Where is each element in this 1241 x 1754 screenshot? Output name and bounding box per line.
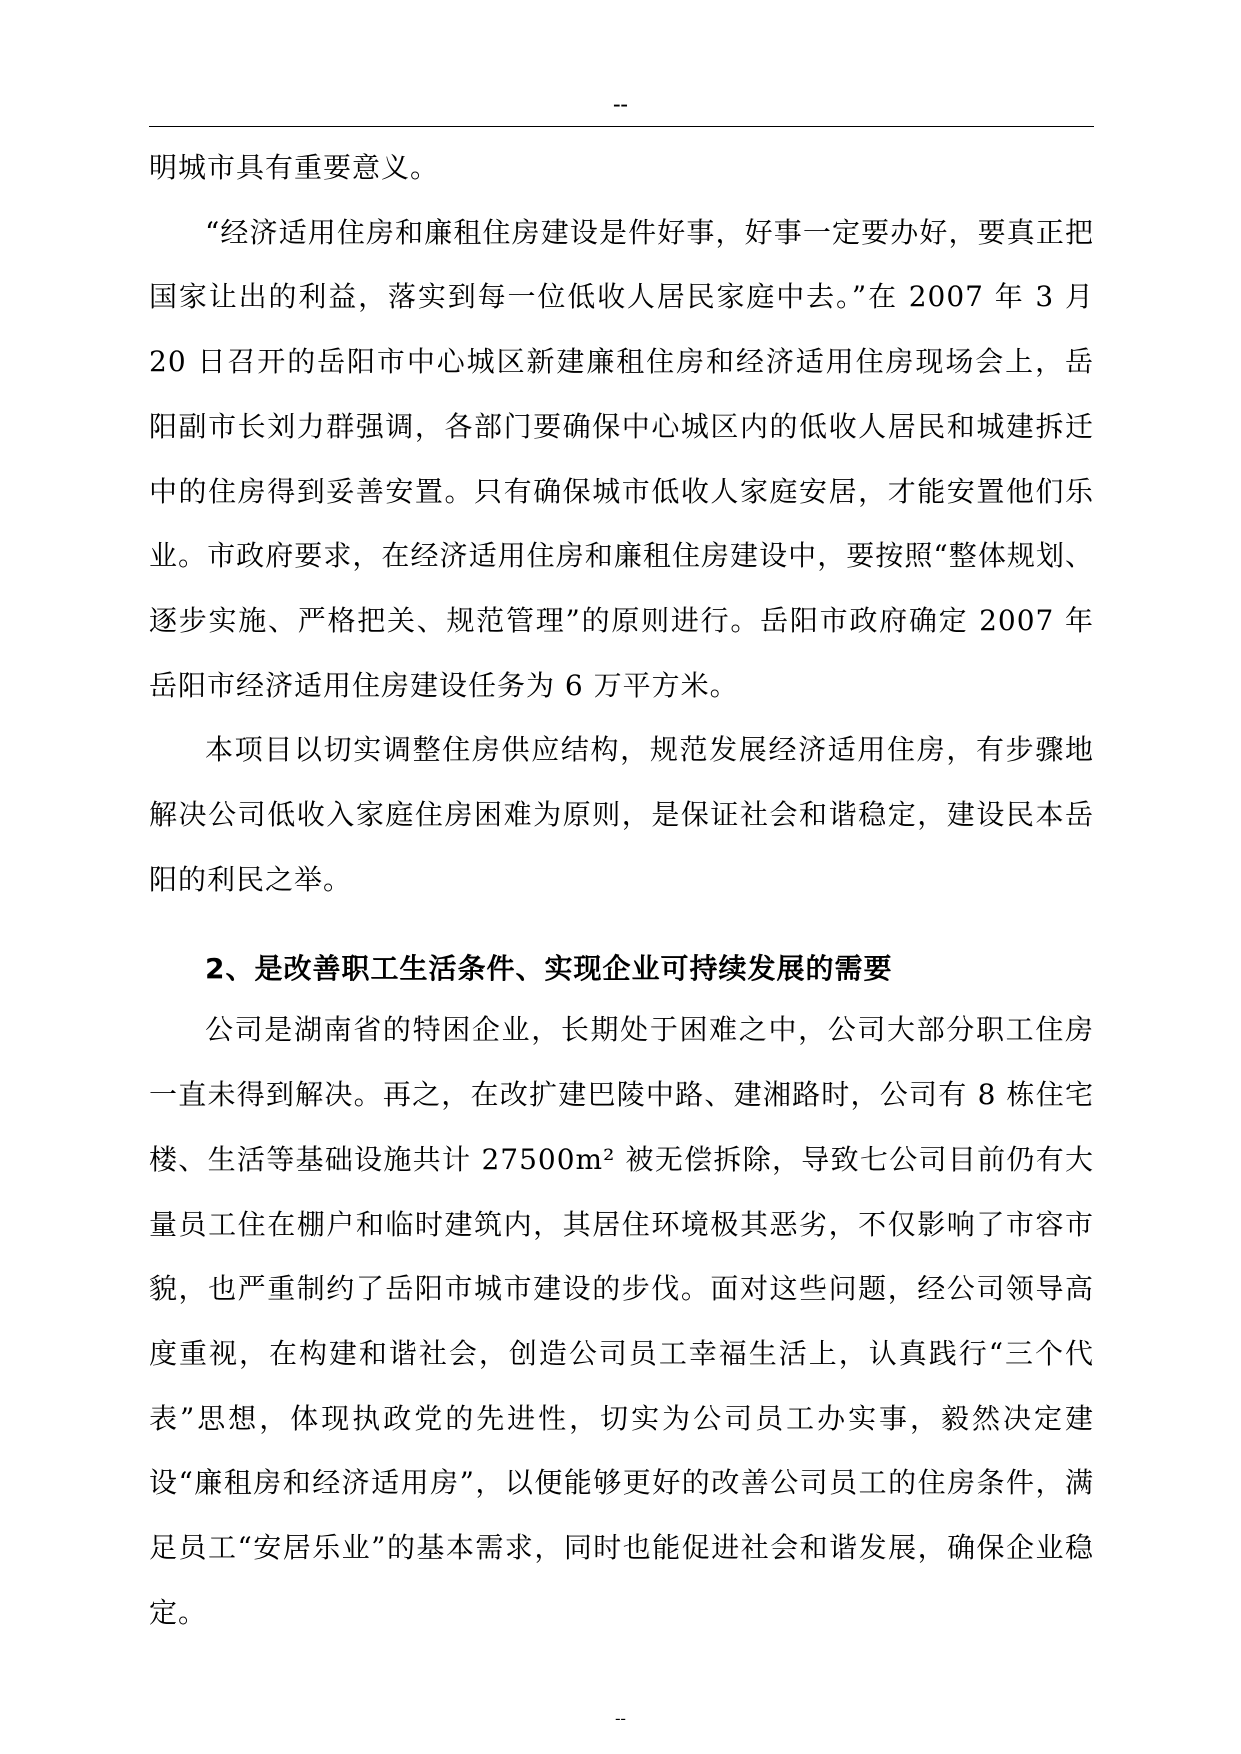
- section-gap: [149, 912, 1094, 940]
- paragraph-quote: “经济适用住房和廉租住房建设是件好事，好事一定要办好，要真正把国家让出的利益，落实到每一位低收人居民家庭中去。”在 2007 年 3 月 20 日召开的岳阳市中心城区新建廉租住房和经济适用住房现场会上，岳阳副市长刘力群强调，各部门要确保中心城区内的低收人居民和城建拆迁中的住房得到妥善安置。只有确保城市低收人家庭安居，才能安置他们乐业。市政府要求，在经济适用住房和廉租住房建设中，要按照“整体规划、逐步实施、严格把关、规范管理”的原则进行。岳阳市政府确定 2007 年岳阳市经济适用住房建设任务为 6 万平方米。: [149, 215, 1094, 702]
- paragraph-project-principle: 本项目以切实调整住房供应结构，规范发展经济适用住房，有步骤地解决公司低收入家庭住房困难为原则，是保证社会和谐稳定，建设民本岳阳的利民之举。: [149, 733, 1094, 896]
- section-heading: 2、是改善职工生活条件、实现企业可持续发展的需要: [205, 952, 893, 986]
- page-footer-mark: --: [615, 1710, 626, 1727]
- document-body: [149, 136, 1094, 1645]
- header-divider: [149, 126, 1094, 127]
- paragraph-company-situation: 公司是湖南省的特困企业，长期处于困难之中，公司大部分职工住房一直未得到解决。再之，在改扩建巴陵中路、建湘路时，公司有 8 栋住宅楼、生活等基础设施共计 27500m² 被无偿拆除，导致七公司目前仍有大量员工住在棚户和临时建筑内，其居住环境极其恶劣，不仅影响了市容市貌，也严重制约了岳阳市城市建设的步伐。面对这些问题，经公司领导高度重视，在构建和谐社会，创造公司员工幸福生活上，认真践行“三个代表”思想，体现执政党的先进性，切实为公司员工办实事，毅然决定建设“廉租房和经济适用房”，以便能够更好的改善公司员工的住房条件，满足员工“安居乐业”的基本需求，同时也能促进社会和谐发展，确保企业稳定。: [149, 1013, 1094, 1629]
- page-header-mark: --: [613, 91, 628, 116]
- paragraph-continuation: 明城市具有重要意义。: [149, 151, 440, 184]
